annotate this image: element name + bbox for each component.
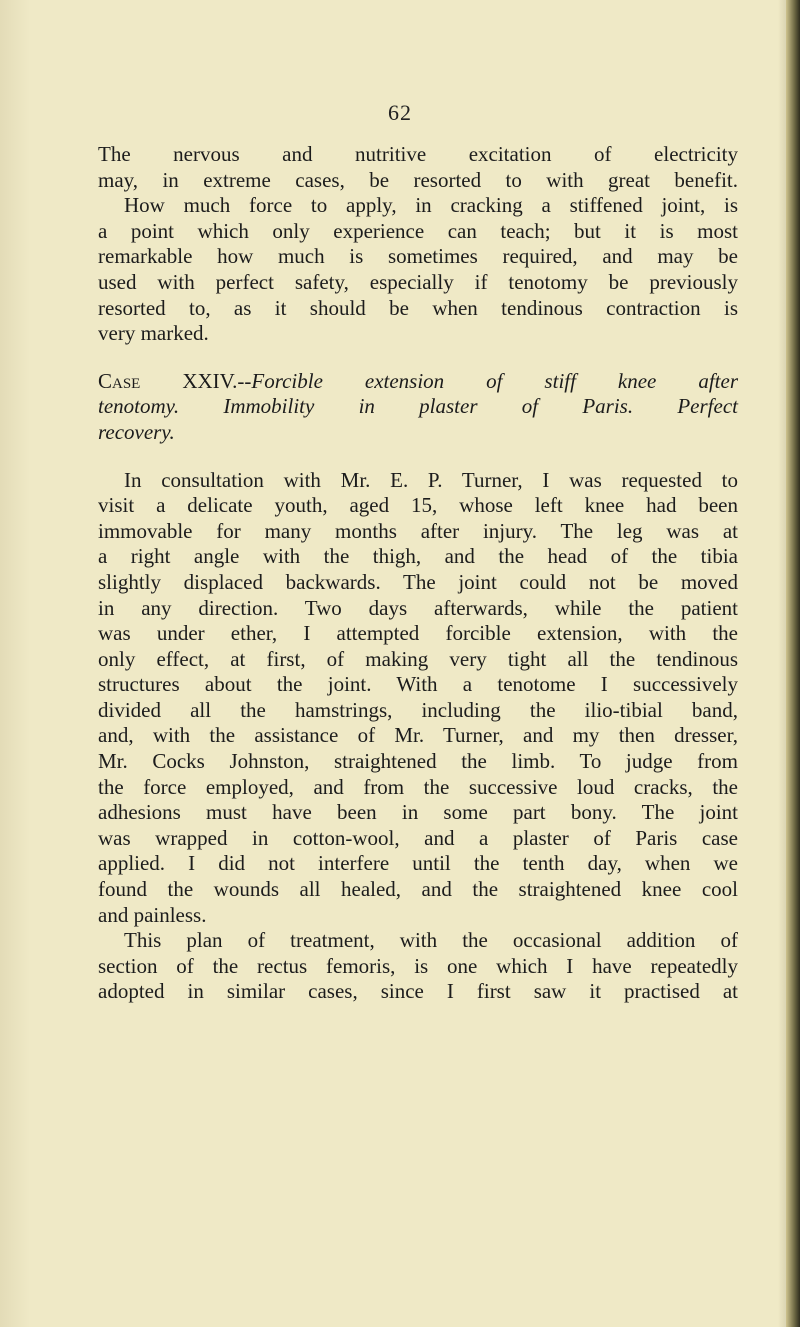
text-line: was wrapped in cotton-wool, and a plaster of Paris case [98, 825, 738, 850]
text-line: only effect, at first, of making very tight all the tendinous [98, 646, 738, 671]
text-line: visit a delicate youth, aged 15, whose left knee had been [98, 493, 738, 518]
text-line: adhesions must have been in some part bony. The joint [98, 800, 738, 825]
body-text [98, 142, 738, 1005]
text-line: adopted in similar cases, since I first saw it practised at [98, 979, 738, 1004]
text-line: in any direction. Two days afterwards, while the patient [98, 595, 738, 620]
text-line: applied. I did not interfere until the tenth day, when we [98, 851, 738, 876]
paragraph-consultation [98, 468, 738, 929]
text-line: Mr. Cocks Johnston, straightened the limb. To judge from [98, 749, 738, 774]
text-line: and painless. [98, 902, 207, 927]
text-line: a right angle with the thigh, and the head of the tibia [98, 544, 738, 569]
paragraph-electricity [98, 142, 738, 347]
text-line: How much force to apply, in cracking a stiffened joint, is [124, 193, 738, 218]
case-heading [98, 369, 738, 446]
text-line: very marked. [98, 321, 209, 346]
text-line: used with perfect safety, especially if tenotomy be previously [98, 269, 738, 294]
text-line: structures about the joint. With a tenotome I successively [98, 672, 738, 697]
text-line: a point which only experience can teach; but it is most [98, 218, 738, 243]
case-title-line: Forcible extension of stiff knee after [251, 368, 738, 393]
case-label: Case [98, 368, 141, 393]
text-line: may, in extreme cases, be resorted to with great benefit. [98, 167, 738, 192]
page-number: 62 [388, 100, 412, 125]
paragraph-treatment-plan [98, 928, 738, 1005]
text-line: resorted to, as it should be when tendinous contraction is [98, 295, 738, 320]
text-line: slightly displaced backwards. The joint could not be moved [98, 569, 738, 594]
text-line: immovable for many months after injury. The leg was at [98, 518, 738, 543]
case-number: XXIV. [182, 368, 238, 393]
text-line: and, with the assistance of Mr. Turner, and my then dresser, [98, 723, 738, 748]
case-title-line: recovery. [98, 419, 175, 444]
text-line: divided all the hamstrings, including the ilio-tibial band, [98, 697, 738, 722]
text-line: The nervous and nutritive excitation of electricity [98, 142, 738, 166]
case-title-line: tenotomy. Immobility in plaster of Paris. Perfect [98, 394, 738, 419]
text-line: remarkable how much is sometimes required, and may be [98, 244, 738, 269]
text-line: was under ether, I attempted forcible extension, with the [98, 621, 738, 646]
text-line: found the wounds all healed, and the straightened knee cool [98, 877, 738, 902]
text-line: section of the rectus femoris, is one which I have repeatedly [98, 953, 738, 978]
case-heading-line: Case XXIV.--Forcible extension of stiff knee after [98, 368, 738, 393]
page-edge-shadow [786, 0, 800, 1327]
text-line: In consultation with Mr. E. P. Turner, I was requested to [124, 467, 738, 492]
text-line: the force employed, and from the successive loud cracks, the [98, 774, 738, 799]
text-line: This plan of treatment, with the occasional addition of [124, 928, 738, 953]
